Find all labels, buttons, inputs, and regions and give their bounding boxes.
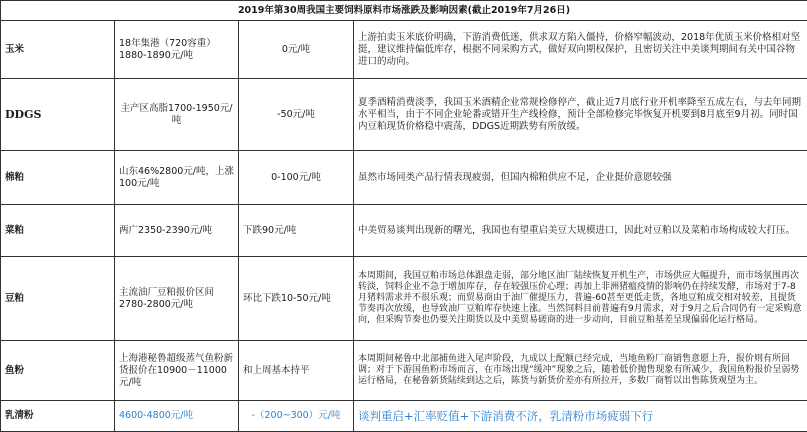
row-factors: 夏季酒精消费淡季，我国玉米酒精企业常规检修停产，截止近7月底行业开机率降至五成左右，与去年同期水平相当，由于不同企业轮番或错开生产线检修，预计全部检修完毕恢复开机要到8月底至9月初。同时国内豆粕现货价格稳中震荡，DDGS近期跌势有所放缓。 (354, 79, 807, 151)
table-row (1, 79, 807, 151)
table-title: 2019年第30周我国主要饲料原料市场涨跌及影响因素(截止2019年7月26日) (1, 1, 807, 21)
row-factors: 虽然市场同类产品行情表现疲弱，但国内棉粕供应不足，企业挺价意愿较强 (354, 151, 807, 205)
row-price: 主产区高脂1700-1950元/吨 (115, 79, 239, 151)
row-price: 山东46%2800元/吨，上涨100元/吨 (115, 151, 239, 205)
row-change: 和上周基本持平 (239, 341, 354, 401)
title-row (1, 1, 807, 21)
table-row (1, 401, 807, 432)
table-row (1, 205, 807, 257)
row-change: 0元/吨 (239, 21, 354, 79)
row-factors: 谈判重启+汇率贬值+下游消费不济，乳清粉市场疲弱下行 (354, 401, 807, 432)
row-price (115, 21, 239, 79)
row-name: 棉粕 (1, 151, 115, 205)
row-price: 4600-4800元/吨 (115, 401, 239, 432)
row-factors: 中美贸易谈判出现新的曙光，我国也有望重启美豆大规模进口，因此对豆粕以及菜粕市场构成较大打压。 (354, 205, 807, 257)
row-price: 主流油厂豆粕报价区间2780-2800元/吨 (115, 257, 239, 341)
row-name: DDGS (1, 79, 115, 151)
row-name: 豆粕 (1, 257, 115, 341)
row-factors: 上游拍卖玉米底价明确，下游消费低迷，供求双方陷入僵持，价格窄幅波动，2018年优质玉米价格相对坚挺，建议维持偏低库存，根据不同采购方式，做好双向期权保护，且密切关注中美谈判期间有关中国谷物进口的动向。 (354, 21, 807, 79)
row-change: -（200~300）元/吨 (239, 401, 354, 432)
row-factors: 本周期间，我国豆粕市场总体跟盘走弱，部分地区油厂陆续恢复开机生产，市场供应大幅提升，而市场氛围再次转淡，饲料企业不急于增加库存，存在较强压价心理；再加上非洲猪瘟疫情的影响仍在持续发酵，市场对于7-8月猪料需求并不很乐观；而贸易商由于油厂催提压力，普遍-60甚至更低走货，各地豆粕成交相对较差，且提货节奏再次放缓，也导致油厂豆粕库存快速上涨。当然饲料目前普遍有9月需求，对于9月之后合同仍有一定采购意向，但采购节奏也仍要关注期货以及中美贸易磋商的进一步动向，目前豆粕基差呈现偏弱化运行格局。 (354, 257, 807, 341)
table-row (1, 21, 807, 79)
row-price: 上海港秘鲁超级蒸气鱼粉新货报价在10900－11000元/吨 (115, 341, 239, 401)
row-name: 玉米 (1, 21, 115, 79)
row-change: 下跌90元/吨 (239, 205, 354, 257)
table-row (1, 341, 807, 401)
row-name: 菜粕 (1, 205, 115, 257)
row-change: 环比下跌10-50元/吨 (239, 257, 354, 341)
row-change: -50元/吨 (239, 79, 354, 151)
row-price-text: 18年集港（720容重） 1880-1890元/吨 (119, 38, 234, 62)
row-price: 两广2350-2390元/吨 (115, 205, 239, 257)
table-row (1, 257, 807, 341)
row-name: 乳清粉 (1, 401, 115, 432)
row-factors: 本周期间秘鲁中北部捕鱼进入尾声阶段，九成以上配额已经完成，当地鱼粉厂商销售意愿上升，报价则有所回调；对于下游国鱼粉市场而言，在市场出现“缓冲”现象之后，随着低价抛售现象有所减少，我国鱼粉报价呈弱势运行格局，在秘鲁新货陆续到达之后，陈货与新货价差亦有所拉开，多数厂商暂以出售陈货观望为主。 (354, 341, 807, 401)
row-name: 鱼粉 (1, 341, 115, 401)
row-change: 0-100元/吨 (239, 151, 354, 205)
table-row (1, 151, 807, 205)
